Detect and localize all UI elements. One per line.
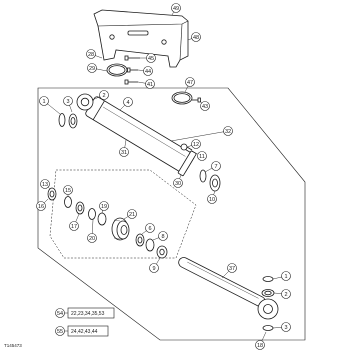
callout-28 bbox=[87, 50, 103, 59]
figure-id: T145473 bbox=[4, 343, 22, 348]
bolt bbox=[125, 80, 138, 84]
elbow-fitting bbox=[181, 144, 192, 150]
callout-47 bbox=[185, 78, 195, 93]
leader-line bbox=[214, 191, 215, 195]
callout-7 bbox=[205, 162, 221, 173]
callout-1 bbox=[40, 97, 61, 115]
callout-number: 6 bbox=[148, 225, 152, 232]
leader-line bbox=[273, 277, 282, 279]
piston bbox=[210, 175, 220, 191]
leader-line bbox=[92, 220, 93, 234]
callout-number: 8 bbox=[161, 233, 165, 240]
legend-key: 54 bbox=[56, 310, 64, 317]
callout-12 bbox=[187, 140, 201, 149]
callout-30 bbox=[174, 175, 183, 188]
callout-31 bbox=[120, 140, 129, 157]
callout-49 bbox=[172, 4, 181, 16]
leader-line bbox=[188, 39, 192, 40]
gland bbox=[112, 218, 129, 240]
bolt bbox=[128, 68, 139, 72]
callout-45 bbox=[140, 54, 156, 63]
snap-ring bbox=[263, 277, 273, 282]
callout-1 bbox=[273, 272, 291, 281]
callout-8 bbox=[153, 232, 168, 241]
leader-line bbox=[205, 168, 212, 172]
piston-rod bbox=[177, 256, 267, 308]
callout-number: 19 bbox=[100, 203, 108, 210]
callout-number: 44 bbox=[144, 68, 152, 75]
callout-number: 3 bbox=[66, 98, 70, 105]
callout-21 bbox=[124, 210, 137, 220]
leader-line bbox=[96, 69, 107, 71]
wear-ring bbox=[146, 239, 154, 251]
callout-44 bbox=[138, 67, 153, 76]
callout-2 bbox=[274, 290, 291, 299]
callout-20 bbox=[88, 220, 97, 243]
callout-number: 47 bbox=[186, 79, 194, 86]
legend-parts: 24,42,43,44 bbox=[71, 328, 98, 335]
leader-line bbox=[273, 327, 282, 328]
callout-number: 12 bbox=[192, 141, 200, 148]
callout-number: 31 bbox=[120, 149, 128, 156]
leader-line bbox=[120, 105, 125, 110]
callout-13 bbox=[41, 180, 51, 190]
leader-line bbox=[138, 70, 144, 71]
rod-eye bbox=[258, 299, 278, 319]
callout-number: 49 bbox=[172, 5, 180, 12]
callout-3 bbox=[64, 97, 73, 113]
leader-line bbox=[47, 104, 60, 114]
clevis-eye bbox=[77, 94, 93, 110]
legend-parts: 22,23,34,35,53 bbox=[71, 310, 105, 317]
leader-line bbox=[172, 12, 174, 15]
callout-number: 17 bbox=[70, 223, 78, 230]
callout-number: 4 bbox=[126, 99, 130, 106]
bushing bbox=[262, 290, 274, 297]
callout-number: 15 bbox=[64, 187, 72, 194]
callout-number: 10 bbox=[208, 196, 216, 203]
bolt bbox=[125, 56, 140, 60]
backup-ring bbox=[89, 209, 96, 220]
callout-number: 16 bbox=[37, 203, 45, 210]
callout-number: 9 bbox=[152, 265, 156, 272]
callout-3 bbox=[273, 323, 291, 332]
right-clamp bbox=[172, 92, 192, 104]
callout-number: 28 bbox=[87, 51, 95, 58]
callout-10 bbox=[208, 191, 217, 204]
callout-number: 20 bbox=[88, 235, 96, 242]
leader-line bbox=[125, 140, 126, 148]
leader-line bbox=[156, 258, 160, 264]
callout-number: 30 bbox=[174, 180, 182, 187]
snap-ring bbox=[263, 326, 273, 331]
seal-ring bbox=[65, 197, 72, 208]
leader-line bbox=[153, 238, 159, 240]
leader-line bbox=[124, 216, 128, 219]
callout-43 bbox=[200, 101, 210, 111]
callout-number: 32 bbox=[224, 128, 232, 135]
leader-line bbox=[48, 187, 50, 189]
snap-ring bbox=[59, 114, 65, 127]
callout-number: 45 bbox=[147, 55, 155, 62]
callout-19 bbox=[100, 202, 109, 214]
leader-line bbox=[187, 145, 192, 147]
leader-line bbox=[76, 214, 79, 222]
legend-kit-55 bbox=[56, 326, 109, 336]
callout-number: 41 bbox=[146, 81, 154, 88]
wiper-seal bbox=[48, 188, 56, 200]
leader-line bbox=[262, 332, 266, 341]
callout-number: 2 bbox=[102, 92, 106, 99]
callout-4 bbox=[120, 98, 133, 111]
leader-line bbox=[70, 105, 72, 112]
callout-number: 48 bbox=[192, 34, 200, 41]
callout-29 bbox=[88, 64, 108, 73]
legend-key: 55 bbox=[56, 328, 64, 335]
callout-number: 21 bbox=[128, 211, 136, 218]
callout-number: 43 bbox=[201, 103, 209, 110]
callout-48 bbox=[188, 33, 201, 42]
leader-line bbox=[138, 82, 146, 83]
leader-line bbox=[185, 86, 188, 92]
callout-32 bbox=[171, 127, 233, 142]
o-ring bbox=[98, 213, 106, 225]
callout-number: 13 bbox=[41, 181, 49, 188]
callout-41 bbox=[138, 80, 155, 89]
piston-nut bbox=[157, 246, 167, 258]
callout-6 bbox=[142, 224, 155, 235]
mounting-bracket bbox=[94, 10, 188, 67]
callout-number: 1 bbox=[42, 98, 46, 105]
callout-number: 37 bbox=[228, 265, 236, 272]
callout-15 bbox=[64, 186, 73, 197]
bolt bbox=[192, 98, 201, 102]
callout-number: 3 bbox=[284, 324, 288, 331]
callout-number: 29 bbox=[88, 65, 96, 72]
callout-9 bbox=[150, 258, 161, 273]
left-clamp bbox=[107, 64, 127, 76]
callout-18 bbox=[256, 332, 267, 350]
callout-number: 1 bbox=[284, 273, 288, 280]
leader-line bbox=[222, 271, 229, 278]
callout-number: 18 bbox=[256, 342, 264, 349]
leader-line bbox=[274, 293, 282, 294]
piston-seal bbox=[136, 234, 144, 246]
leader-line bbox=[95, 56, 102, 58]
cylinder-barrel bbox=[84, 94, 200, 176]
leader-line bbox=[44, 199, 48, 203]
callout-17 bbox=[70, 214, 80, 231]
callout-37 bbox=[222, 264, 237, 279]
callout-number: 11 bbox=[199, 153, 205, 160]
leader-line bbox=[180, 175, 181, 179]
leader-line bbox=[142, 231, 146, 234]
bushing bbox=[69, 114, 77, 128]
callout-number: 7 bbox=[214, 163, 218, 170]
leader-line bbox=[102, 210, 103, 213]
legend-kit-54 bbox=[56, 308, 115, 318]
callout-number: 2 bbox=[284, 291, 288, 298]
rod-seal bbox=[76, 202, 84, 214]
